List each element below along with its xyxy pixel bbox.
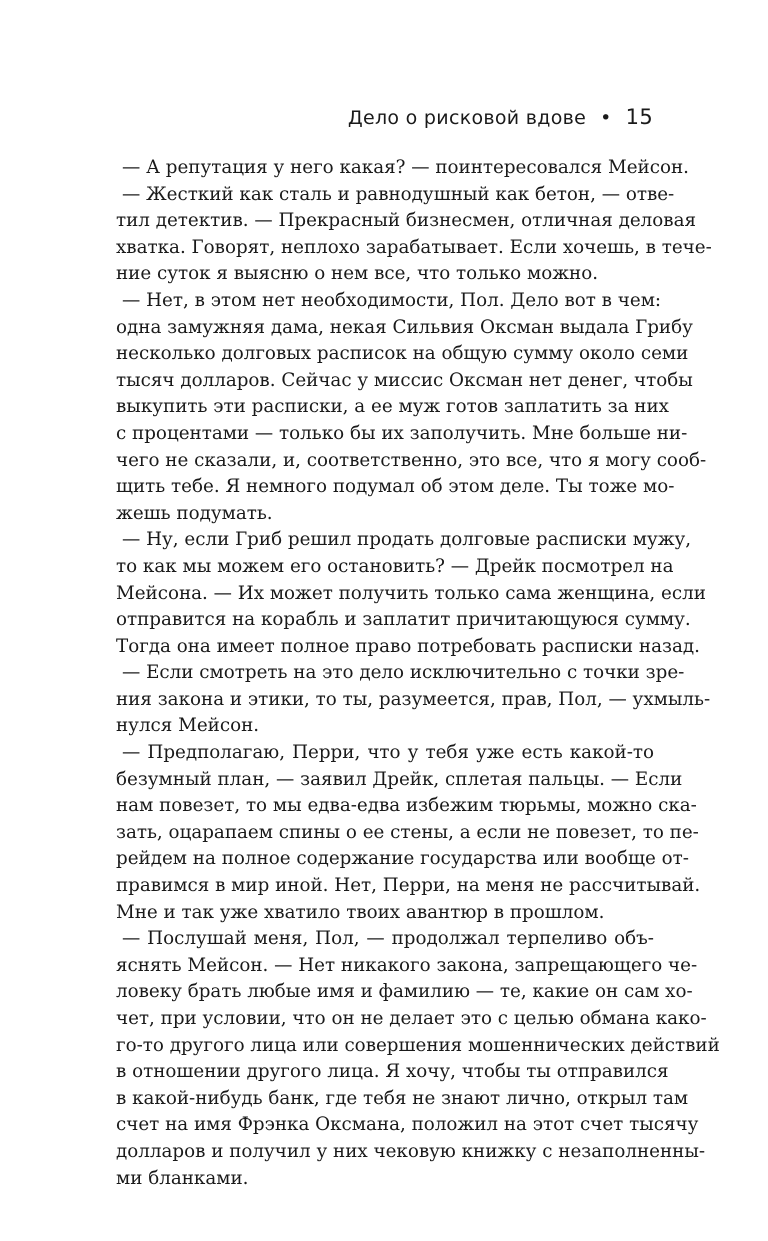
text-line: — Если смотреть на это дело исключительно с точки зре- bbox=[122, 662, 685, 684]
text-line: яснять Мейсон. — Нет никакого закона, запрещающего че- bbox=[116, 954, 698, 976]
page-number: 15 bbox=[625, 105, 653, 129]
text-line: тысяч долларов. Сейчас у миссис Оксман нет денег, чтобы bbox=[116, 369, 693, 391]
text-line: Мне и так уже хватило твоих авантюр в прошлом. bbox=[116, 901, 605, 923]
text-line: жешь подумать. bbox=[116, 502, 273, 524]
text-line: одна замужняя дама, некая Сильвия Оксман выдала Грибу bbox=[116, 316, 693, 338]
running-header bbox=[115, 104, 653, 130]
text-line: — А репутация у него какая? — поинтересовался Мейсон. bbox=[122, 157, 689, 178]
text-line: безумный план, — заявил Дрейк, сплетая пальцы. — Если bbox=[116, 768, 683, 790]
text-line: правимся в мир иной. Нет, Перри, на меня не рассчитывай. bbox=[116, 875, 701, 897]
text-line: ловеку брать любые имя и фамилию — те, какие он сам хо- bbox=[116, 981, 693, 1003]
text-line: тил детектив. — Прекрасный бизнесмен, отличная деловая bbox=[116, 210, 697, 232]
text-line: ми бланками. bbox=[116, 1167, 249, 1189]
text-line: ние суток я выясню о нем все, что только можно. bbox=[116, 263, 599, 285]
text-line: Мейсона. — Их может получить только сама женщина, если bbox=[116, 582, 706, 604]
text-line: хватка. Говорят, неплохо зарабатывает. Если хочешь, в тече- bbox=[116, 236, 712, 258]
running-title: Дело о рисковой вдове bbox=[347, 107, 587, 129]
text-line: то как мы можем его остановить? — Дрейк посмотрел на bbox=[116, 555, 674, 577]
text-line: — Нет, в этом нет необходимости, Пол. Дело вот в чем: bbox=[122, 289, 662, 311]
text-line: ния закона и этики, то ты, разумеется, прав, Пол, — ухмыль- bbox=[116, 688, 711, 710]
text-line: отправится на корабль и заплатит причитающуюся сумму. bbox=[116, 609, 691, 631]
text-line: нулся Мейсон. bbox=[116, 715, 260, 737]
text-line: рейдем на полное содержание государства или вообще от- bbox=[116, 848, 689, 870]
text-line: щить тебе. Я немного подумал об этом деле. Ты тоже мо- bbox=[116, 476, 675, 498]
body-text bbox=[116, 155, 720, 1192]
text-line: счет на имя Фрэнка Оксмана, положил на этот счет тысячу bbox=[116, 1114, 699, 1136]
text-line: нам повезет, то мы едва-едва избежим тюрьмы, можно ска- bbox=[116, 795, 697, 817]
text-line: — Ну, если Гриб решил продать долговые расписки мужу, bbox=[122, 529, 692, 551]
text-line: го-то другого лица или совершения мошеннических действий bbox=[116, 1034, 720, 1056]
text-line: в отношении другого лица. Я хочу, чтобы ты отправился bbox=[116, 1061, 669, 1083]
text-line: с процентами — только бы их заполучить. Мне больше ни- bbox=[116, 422, 688, 444]
text-line: — Послушай меня, Пол, — продолжал терпеливо объ- bbox=[122, 928, 654, 950]
text-line: чего не сказали, и, соответственно, это все, что я могу сооб- bbox=[116, 449, 707, 471]
text-line: долларов и получил у них чековую книжку с незаполненны- bbox=[116, 1140, 706, 1162]
text-line: несколько долговых расписок на общую сумму около семи bbox=[116, 343, 689, 365]
text-line: в какой-нибудь банк, где тебя не знают лично, открыл там bbox=[116, 1087, 689, 1109]
text-line: — Предполагаю, Перри, что у тебя уже есть какой-то bbox=[122, 742, 654, 764]
text-line: чет, при условии, что он не делает это с целью обмана како- bbox=[116, 1008, 707, 1029]
text-line: зать, оцарапаем спины о ее стены, а если не повезет, то пе- bbox=[116, 821, 699, 843]
text-line: — Жесткий как сталь и равнодушный как бетон, — отве- bbox=[122, 183, 675, 205]
text-line: Тогда она имеет полное право потребовать расписки назад. bbox=[116, 635, 700, 657]
bullet-separator: • bbox=[600, 107, 612, 129]
text-line: выкупить эти расписки, а ее муж готов заплатить за них bbox=[116, 396, 669, 418]
